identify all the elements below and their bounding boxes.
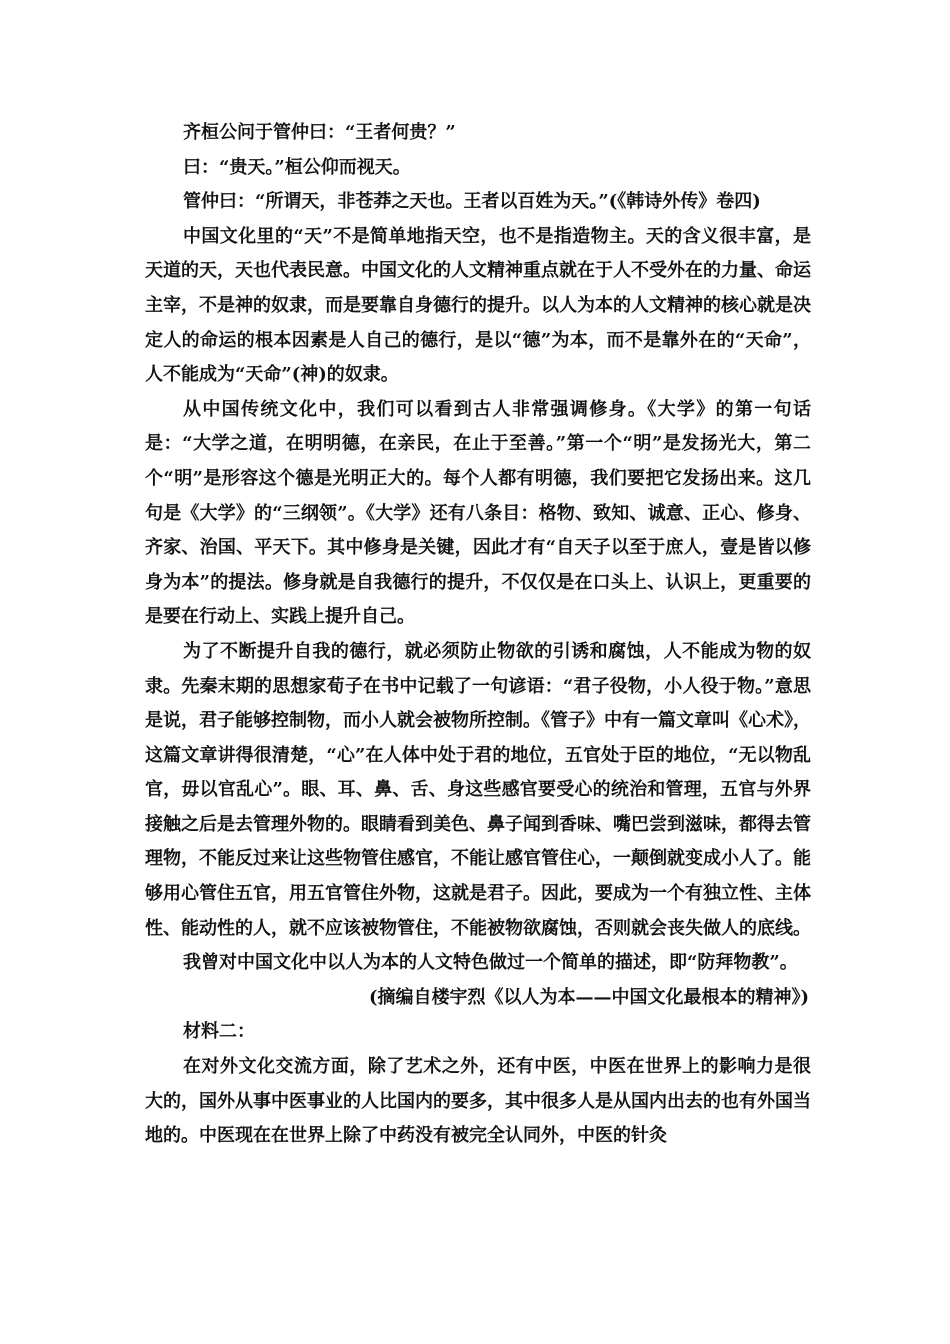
dialogue-line-3: 管仲曰：“所谓天，非苍莽之天也。王者以百姓为天。”(《韩诗外传》卷四) (183, 191, 761, 213)
paragraph-summary: 我曾对中国文化中以人为本的人文特色做过一个简单的描述，即“防拜物教”。 (183, 952, 798, 974)
paragraph-material-two: 在对外文化交流方面，除了艺术之外，还有中医，中医在世界上的影响力是很大的，国外从事中医事业的人比国内的要多，其中很多人是从国内出去的也有外国当地的。中医现在在世界上除了中药没有被完全认同外，中医的针灸 (145, 1056, 811, 1147)
paragraph-tian-meaning: 中国文化里的“天”不是简单地指天空，也不是指造物主。天的含义很丰富，是天道的天，天也代表民意。中国文化的人文精神重点就在于人不受外在的力量、命运主宰，不是神的奴隶，而是要靠自身德行的提升。以人为本的人文精神的核心就是决定人的命运的根本因素是人自己的德行，是以“德”为本，而不是靠外在的“天命”，人不能成为“天命”(神)的奴隶。 (145, 225, 811, 386)
source-citation: (摘编自楼宇烈《以人为本——中国文化最根本的精神》) (368, 986, 809, 1008)
section-heading: 材料二： (183, 1021, 255, 1043)
dialogue-line-1: 齐桓公问于管仲曰：“王者何贵？” (183, 122, 456, 143)
dialogue-line-2: 曰：“贵天。”桓公仰而视天。 (183, 156, 411, 178)
paragraph-material-desire: 为了不断提升自我的德行，就必须防止物欲的引诱和腐蚀，人不能成为物的奴隶。先秦末期的思想家荀子在书中记载了一句谚语：“君子役物，小人役于物。”意思是说，君子能够控制物，而小人就会被物所控制。《管子》中有一篇文章叫《心术》，这篇文章讲得很清楚，“心”在人体中处于君的地位，五官处于臣的地位，“无以物乱官，毋以官乱心”。眼、耳、鼻、舌、身这些感官要受心的统治和管理，五官与外界接触之后是去管理外物的。眼睛看到美色、鼻子闻到香味、嘴巴尝到滋味，都得去管理物，不能反过来让这些物管住感官，不能让感官管住心，一颠倒就变成小人了。能够用心管住五官，用五官管住外物，这就是君子。因此，要成为一个有独立性、主体性、能动性的人，就不应该被物管住，不能被物欲腐蚀，否则就会丧失做人的底线。 (145, 640, 811, 939)
document-page (145, 116, 811, 1154)
paragraph-self-cultivation: 从中国传统文化中，我们可以看到古人非常强调修身。《大学》的第一句话是：“大学之道，在明明德，在亲民，在止于至善。”第一个“明”是发扬光大，第二个“明”是形容这个德是光明正大的。每个人都有明德，我们要把它发扬出来。这几句是《大学》的“三纲领”。《大学》还有八条目：格物、致知、诚意、正心、修身、齐家、治国、平天下。其中修身是关键，因此才有“自天子以至于庶人，壹是皆以修身为本”的提法。修身就是自我德行的提升，不仅仅是在口头上、认识上，更重要的是要在行动上、实践上提升自己。 (145, 398, 811, 628)
